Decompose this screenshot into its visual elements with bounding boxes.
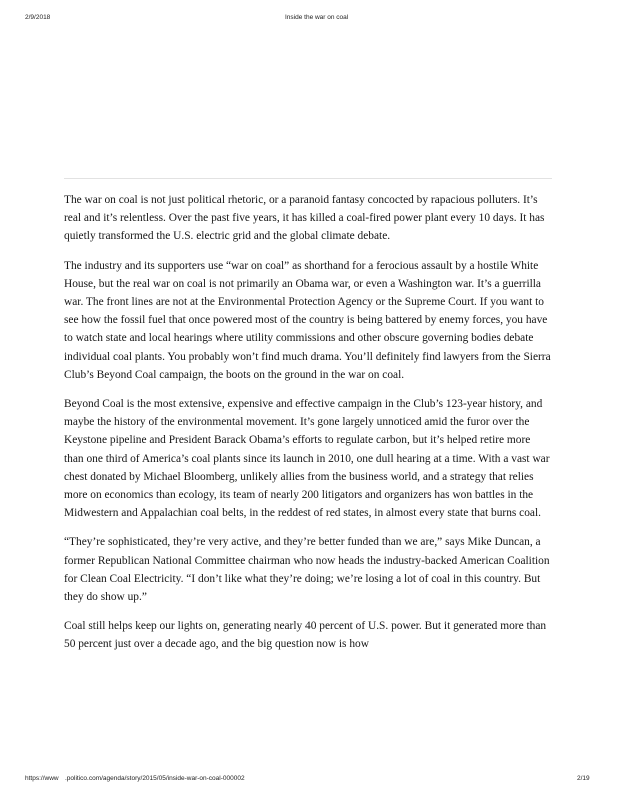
paragraph-5: Coal still helps keep our lights on, generating nearly 40 percent of U.S. power. But it generated more than 50 percent just over a decade ago, and the big question now is how [64,620,547,651]
print-date: 2/9/2018 [25,14,51,21]
article-body [64,191,552,665]
paragraph-1: The war on coal is not just political rhetoric, or a paranoid fantasy concocted by rapacious polluters. It’s real and it’s relentless. Over the past five years, it has killed a coal-fired power plant every 10 days. It has quietly transformed the U.S. electric grid and the global climate debate. [64,194,545,243]
print-page-title: Inside the war on coal [285,14,349,21]
divider [64,178,552,179]
paragraph-4: “They’re sophisticated, they’re very active, and they’re better funded than we are,” says Mike Duncan, a former Republican National Committee chairman who now heads the industry-backed American Coalition for Clean Coal Electricity. “I don’t like what they’re doing; we’re losing a lot of coal in this country. But they do show up.” [64,536,550,604]
paragraph-3: Beyond Coal is the most extensive, expensive and effective campaign in the Club’s 123-year history, and maybe the history of the environmental movement. It’s gone largely unnoticed amid the furor over the Keystone pipeline and President Barack Obama’s efforts to regulate carbon, but it’s helped retire more than one third of America’s coal plants since its launch in 2010, one dull hearing at a time. With a vast war chest donated by Michael Bloomberg, unlikely allies from the business world, and a strategy that relies more on economics than ecology, its team of nearly 200 litigators and organizers has won battles in the Midwestern and Appalachian coal belts, in the reddest of red states, in almost every state that burns coal. [64,398,550,520]
footer-url-path: .politico.com/agenda/story/2015/05/inside-war-on-coal-000002 [65,775,245,782]
footer-url-scheme: https://www [25,775,59,782]
paragraph-2: The industry and its supporters use “war on coal” as shorthand for a ferocious assault by a hostile White House, but the real war on coal is not primarily an Obama war, or even a Washington war. It’s a guerrilla war. The front lines are not at the Environmental Protection Agency or the Supreme Court. If you want to see how the fossil fuel that once powered most of the country is being battered by enemy forces, you have to watch state and local hearings where utility commissions and other obscure governing bodies debate individual coal plants. You probably won’t find much drama. You’ll definitely find lawyers from the Sierra Club’s Beyond Coal campaign, the boots on the ground in the war on coal. [64,259,551,381]
page-number: 2/19 [577,775,590,782]
